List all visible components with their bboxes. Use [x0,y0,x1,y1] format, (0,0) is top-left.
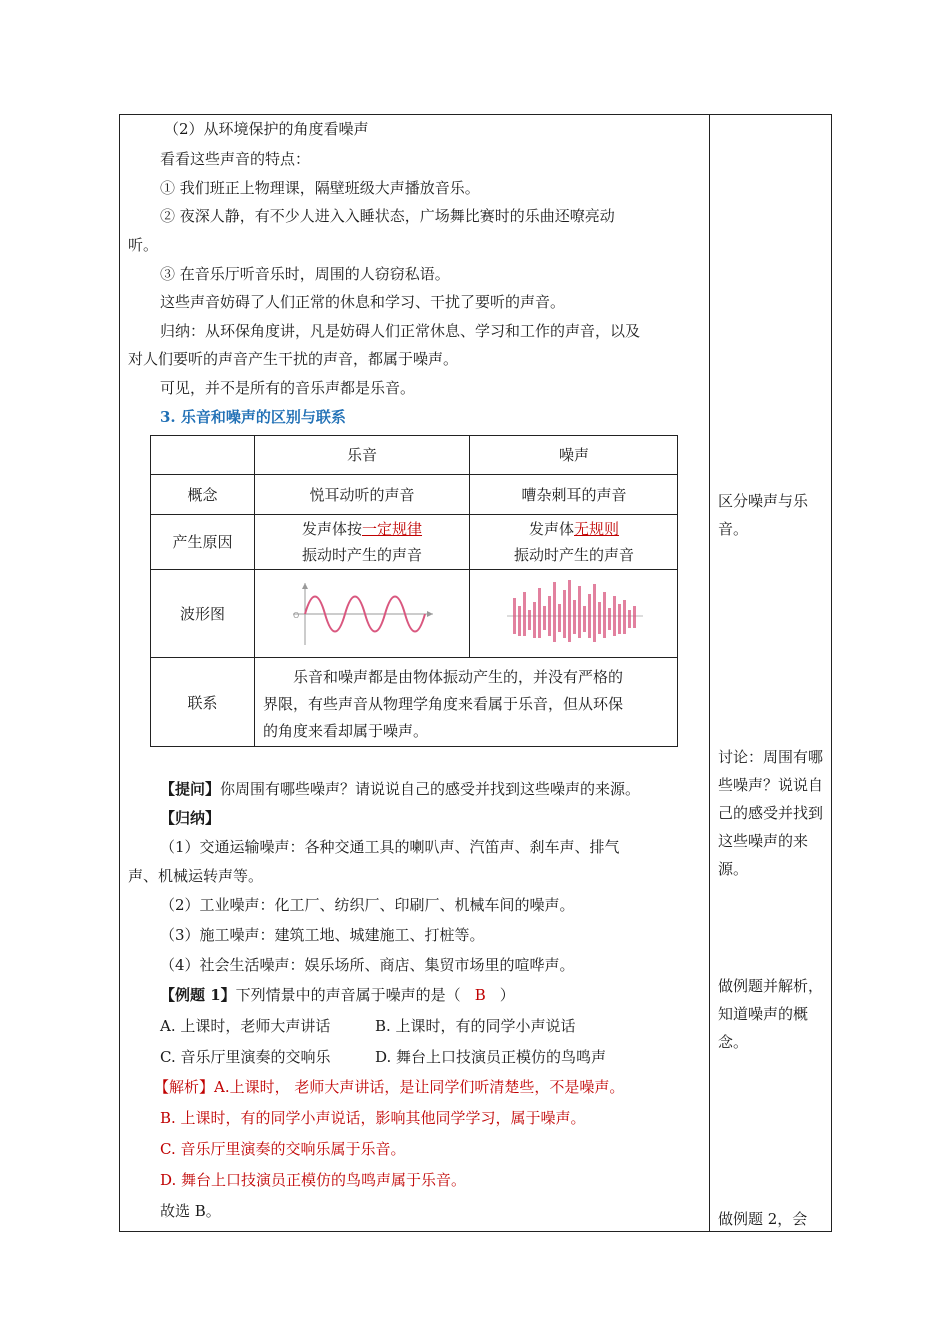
example-item-1: ① 我们班正上物理课，隔壁班级大声播放音乐。 [160,179,480,197]
summary-label: 【归纳】 [160,809,221,827]
link-line-2: 界限，有些声音从物理学角度来看属于乐音，但从环保 [263,695,624,713]
summary-line-1: 归纳：从环保角度讲，凡是妨碍人们正常休息、学习和工作的声音，以及 [160,322,641,340]
intro-text: 看看这些声音的特点： [160,150,311,168]
analysis-a [154,1077,624,1097]
analysis-c: C. 音乐厅里演奏的交响乐属于乐音。 [160,1140,406,1158]
question-label: 【提问】 [160,780,221,798]
cause-music-pre: 发声体按 [301,520,362,538]
music-waveform [255,570,469,657]
noise-type-2: （2）工业噪声：化工厂、纺织厂、印刷厂、机械车间的噪声。 [160,896,575,914]
lesson-table [119,114,832,1232]
sine-wave-image [287,579,437,649]
side-note-4: 做例题 2，会 [718,1210,808,1228]
cause-music-post: 振动时产生的声音 [301,546,422,564]
answer-conclusion: 故选 B。 [160,1202,221,1220]
cause-noise-key: 无规则 [574,520,620,538]
example-item-2-cont: 听。 [128,236,159,254]
noise-type-1-cont: 声、机械运转声等。 [128,867,264,885]
example1-stem-pre: 下列情景中的声音属于噪声的是（ [235,986,461,1004]
link-line-1: 乐音和噪声都是由物体振动产生的，并没有严格的 [293,668,624,686]
link-text [263,664,673,745]
analysis-d: D. 舞台上口技演员正模仿的鸟鸣声属于乐音。 [160,1171,467,1189]
example-item-2: ② 夜深人静，有不少人进入入睡状态，广场舞比赛时的乐曲还嘹亮动 [160,207,615,225]
question-text: 你周围有哪些噪声？请说说自己的感受并找到这些噪声的来源。 [220,780,641,798]
cause-noise-post: 振动时产生的声音 [513,546,634,564]
row-label-cause: 产生原因 [172,533,233,551]
example1-stem [160,985,515,1005]
noise-wave-image [499,576,649,652]
cause-noise-pre: 发声体 [528,520,574,538]
noise-waveform [470,570,678,657]
row-label-wave: 波形图 [179,604,225,623]
option-d: D. 舞台上口技演员正模仿的鸟鸣声 [375,1048,607,1066]
row-label-concept: 概念 [187,485,218,504]
column-divider [709,115,710,1231]
analysis-b: B. 上课时，有的同学小声说话，影响其他同学学习，属于噪声。 [160,1109,586,1127]
analysis-a-text: A.上课时， 老师大声讲话，是让同学们听清楚些，不是噪声。 [214,1078,625,1096]
example1-label: 【例题 1】 [160,986,236,1004]
link-line-3: 的角度来看却属于噪声。 [263,722,429,740]
option-a: A. 上课时，老师大声讲话 [160,1017,331,1035]
cause-music-key: 一定规律 [362,520,423,538]
conclusion-text: 可见，并不是所有的音乐声都是乐音。 [160,379,416,397]
option-b: B. 上课时，有的同学小声说话 [375,1017,576,1035]
example1-stem-post: ） [499,986,515,1004]
axis-origin-label: O [293,610,300,620]
noise-type-4: （4）社会生活噪声：娱乐场所、商店、集贸市场里的喧哗声。 [160,956,575,974]
concept-noise: 嘈杂刺耳的声音 [521,485,627,504]
cause-music [255,515,469,569]
row-label-link: 联系 [187,694,218,712]
noise-type-3: （3）施工噪声：建筑工地、城建施工、打桩等。 [160,926,485,944]
side-note-1: 区分噪声与乐音。 [718,492,809,538]
concept-music: 悦耳动听的声音 [309,485,415,504]
header-noise: 噪声 [558,446,589,464]
example1-answer: B [474,986,486,1004]
statement: 这些声音妨碍了人们正常的休息和学习、干扰了要听的声音。 [160,293,566,311]
cause-noise [470,515,678,569]
summary-line-2: 对人们要听的声音产生干扰的声音，都属于噪声。 [128,350,459,368]
analysis-label: 【解析】 [154,1078,215,1096]
side-note-3: 做例题并解析，知道噪声的概念。 [718,977,824,1051]
side-note-2: 讨论：周围有哪些噪声？说说自己的感受并找到这些噪声的来源。 [718,748,824,878]
section-heading: 3. 乐音和噪声的区别与联系 [160,408,346,426]
env-heading: （2）从环境保护的角度看噪声 [164,120,369,138]
noise-type-1: （1）交通运输噪声：各种交通工具的喇叭声、汽笛声、刹车声、排气 [160,838,620,856]
option-c: C. 音乐厅里演奏的交响乐 [160,1048,331,1066]
question-paragraph [160,779,640,799]
comparison-table [150,435,678,747]
header-music: 乐音 [346,446,377,464]
example-item-3: ③ 在音乐厅听音乐时，周围的人窃窃私语。 [160,265,450,283]
